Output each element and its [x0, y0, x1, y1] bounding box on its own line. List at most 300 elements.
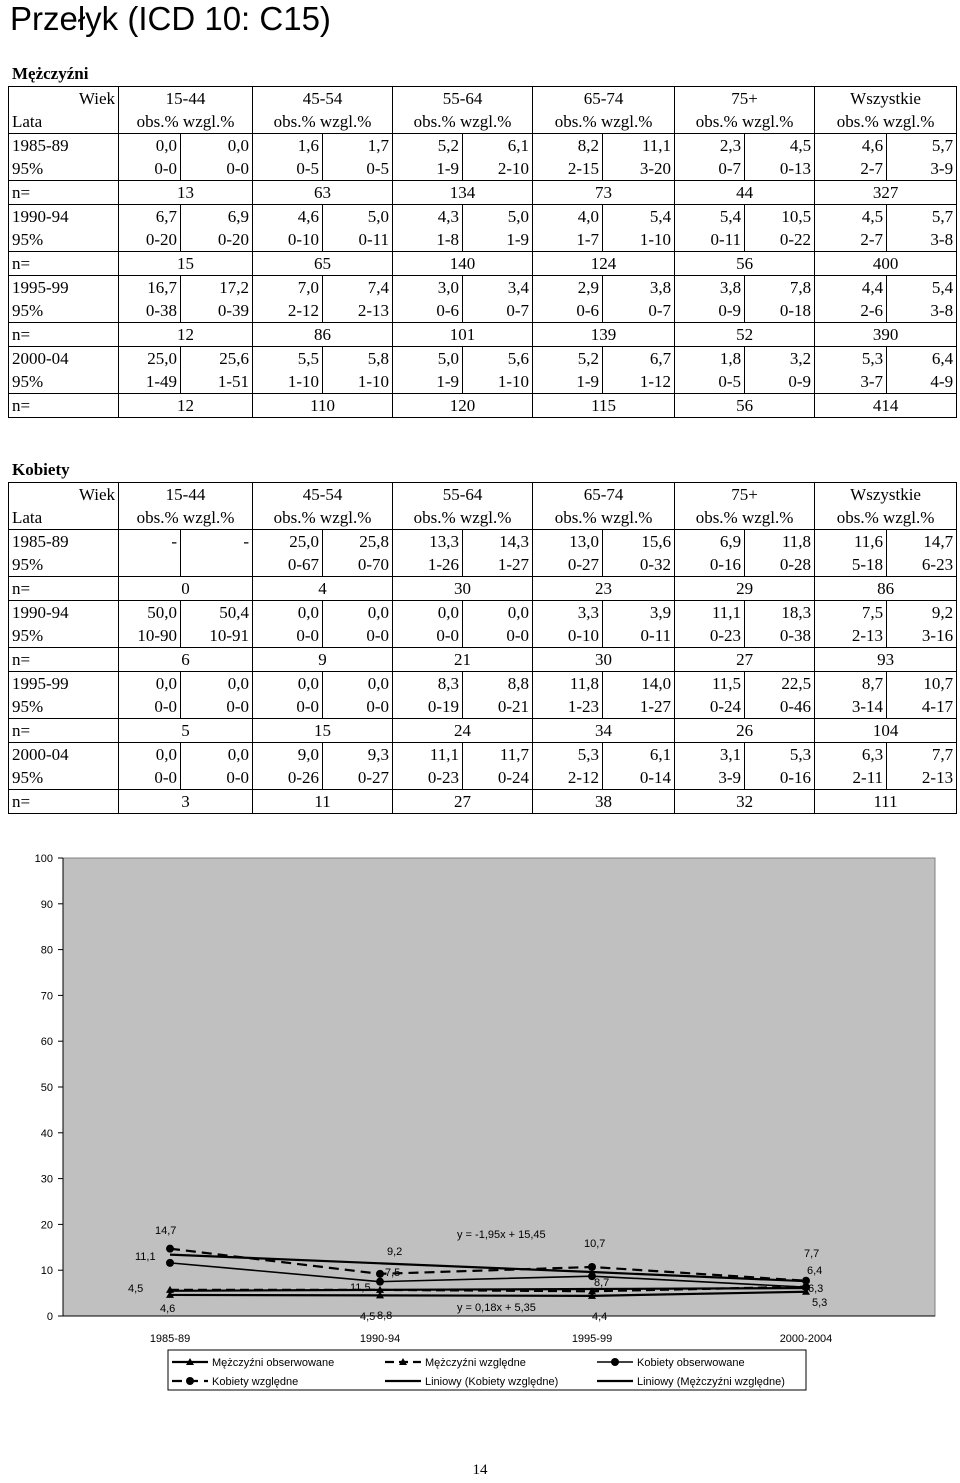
ci-label: 95%	[12, 372, 44, 391]
n-value: 5	[119, 719, 253, 743]
n-value: 73	[533, 181, 675, 205]
obs-value: 11,8	[533, 672, 603, 696]
n-label: n=	[9, 577, 119, 601]
x-tick-label: 1985-89	[149, 1333, 191, 1345]
data-label: 8,7	[594, 1277, 610, 1289]
obs-ci: 1-9	[393, 370, 463, 394]
obs-ci: 1-7	[533, 228, 603, 252]
obs-ci: 2-12	[533, 766, 603, 790]
wzgl-value: 6,4	[887, 347, 957, 371]
data-label: 7,7	[804, 1248, 820, 1260]
obs-value: 8,7	[815, 672, 887, 696]
obs-value: 4,0	[533, 205, 603, 229]
obs-ci: 5-18	[815, 553, 887, 577]
y-tick-label: 100	[34, 853, 53, 865]
obs-ci: 0-7	[675, 157, 745, 181]
n-label: n=	[9, 323, 119, 347]
obs-value: 6,3	[815, 743, 887, 767]
x-tick-label: 1990-94	[359, 1333, 401, 1345]
wzgl-value: 0,0	[181, 134, 253, 158]
wzgl-value: 0,0	[181, 743, 253, 767]
n-value: 56	[675, 394, 815, 418]
wzgl-value: 11,1	[603, 134, 675, 158]
obs-value: 11,6	[815, 530, 887, 554]
x-tick-label: 2000-2004	[779, 1333, 833, 1345]
obs-ci: 0-24	[675, 695, 745, 719]
obs-value: 6,9	[675, 530, 745, 554]
wzgl-ci: 0-0	[323, 695, 393, 719]
wzgl-value: 18,3	[745, 601, 815, 625]
obs-value: 25,0	[119, 347, 181, 371]
header-age-group: 65-74	[533, 87, 675, 111]
header-obs-wzgl: obs.% wzgl.%	[253, 506, 393, 530]
data-label: 4,6	[160, 1303, 176, 1315]
series-point	[376, 1278, 384, 1286]
y-tick-label: 60	[40, 1036, 53, 1049]
wzgl-value: 6,1	[603, 743, 675, 767]
legend-label: Kobiety względne	[212, 1376, 299, 1388]
obs-ci: 0-6	[533, 299, 603, 323]
obs-ci: 0-19	[393, 695, 463, 719]
obs-ci: 0-16	[675, 553, 745, 577]
obs-value: 7,0	[253, 276, 323, 300]
obs-value: 0,0	[119, 672, 181, 696]
wzgl-value: 7,4	[323, 276, 393, 300]
data-label: 9,2	[387, 1246, 403, 1258]
obs-value: 8,3	[393, 672, 463, 696]
obs-value: 5,0	[393, 347, 463, 371]
obs-value: 5,2	[533, 347, 603, 371]
wzgl-value: 5,6	[463, 347, 533, 371]
n-value: 27	[675, 648, 815, 672]
n-value: 65	[253, 252, 393, 276]
obs-ci: 3-14	[815, 695, 887, 719]
obs-ci: 0-6	[393, 299, 463, 323]
wzgl-value: 10,7	[887, 672, 957, 696]
wzgl-value: 6,1	[463, 134, 533, 158]
wzgl-value: 5,4	[887, 276, 957, 300]
n-value: 11	[253, 790, 393, 814]
n-value: 140	[393, 252, 533, 276]
obs-ci: 2-13	[815, 624, 887, 648]
n-value: 27	[393, 790, 533, 814]
data-label: 4,5	[128, 1283, 144, 1295]
wzgl-ci: 4-9	[887, 370, 957, 394]
n-value: 30	[393, 577, 533, 601]
header-obs-wzgl: obs.% wzgl.%	[119, 110, 253, 134]
wzgl-value: 0,0	[181, 672, 253, 696]
wzgl-ci: 2-13	[887, 766, 957, 790]
data-label: 11,1	[135, 1251, 156, 1263]
header-age-group: 65-74	[533, 483, 675, 507]
data-label: 6,3	[808, 1283, 824, 1295]
wzgl-ci: 1-10	[603, 228, 675, 252]
obs-ci: 0-0	[119, 766, 181, 790]
n-value: 30	[533, 648, 675, 672]
data-label: 10,7	[584, 1238, 606, 1250]
header-obs-wzgl: obs.% wzgl.%	[675, 506, 815, 530]
obs-value: 4,6	[253, 205, 323, 229]
obs-ci: 0-11	[675, 228, 745, 252]
wzgl-ci: 0-70	[323, 553, 393, 577]
wzgl-value: 25,6	[181, 347, 253, 371]
header-obs-wzgl: obs.% wzgl.%	[533, 506, 675, 530]
n-label: n=	[9, 648, 119, 672]
period-label: 1985-89	[9, 134, 119, 158]
header-age-group: 15-44	[119, 483, 253, 507]
n-value: 110	[253, 394, 393, 418]
obs-value: 5,4	[675, 205, 745, 229]
n-value: 134	[393, 181, 533, 205]
obs-value: 9,0	[253, 743, 323, 767]
obs-ci: 0-26	[253, 766, 323, 790]
obs-ci: 10-90	[119, 624, 181, 648]
legend-marker	[611, 1358, 619, 1366]
wzgl-ci: 1-27	[603, 695, 675, 719]
men-table	[8, 86, 957, 418]
n-label: n=	[9, 394, 119, 418]
wzgl-value: 5,3	[745, 743, 815, 767]
obs-ci: 3-9	[675, 766, 745, 790]
n-value: 139	[533, 323, 675, 347]
trendline-equation: y = 0,18x + 5,35	[457, 1302, 536, 1314]
page-number: 14	[472, 1462, 488, 1478]
n-value: 101	[393, 323, 533, 347]
obs-ci: 2-7	[815, 228, 887, 252]
y-tick-label: 30	[40, 1173, 53, 1186]
survival-chart	[0, 840, 960, 1400]
wzgl-value: 4,5	[745, 134, 815, 158]
wzgl-value: 10,5	[745, 205, 815, 229]
wzgl-ci: 0-0	[181, 695, 253, 719]
header-age-group: Wszystkie	[815, 483, 957, 507]
x-tick-label: 1995-99	[571, 1333, 613, 1345]
header-obs-wzgl: obs.% wzgl.%	[675, 110, 815, 134]
series-point	[588, 1263, 596, 1271]
n-value: 6	[119, 648, 253, 672]
y-tick-label: 40	[40, 1127, 53, 1140]
obs-value: 25,0	[253, 530, 323, 554]
wzgl-value: 0,0	[323, 672, 393, 696]
n-value: 86	[253, 323, 393, 347]
wzgl-ci: 0-14	[603, 766, 675, 790]
wzgl-ci: 1-27	[463, 553, 533, 577]
legend-label: Mężczyźni względne	[425, 1357, 526, 1369]
obs-value: 0,0	[393, 601, 463, 625]
header-wiek: Wiek	[78, 89, 115, 108]
wzgl-ci: 0-46	[745, 695, 815, 719]
header-obs-wzgl: obs.% wzgl.%	[393, 110, 533, 134]
wzgl-ci: 0-28	[745, 553, 815, 577]
wzgl-ci: 0-39	[181, 299, 253, 323]
period-label: 1990-94	[9, 205, 119, 229]
ci-label: 95%	[12, 159, 44, 178]
obs-value: 0,0	[253, 672, 323, 696]
legend-label: Mężczyźni obserwowane	[212, 1357, 335, 1369]
obs-value: 3,3	[533, 601, 603, 625]
header-obs-wzgl: obs.% wzgl.%	[253, 110, 393, 134]
n-value: 111	[815, 790, 957, 814]
n-value: 104	[815, 719, 957, 743]
obs-ci: 0-5	[675, 370, 745, 394]
wzgl-value: 5,0	[463, 205, 533, 229]
series-point	[166, 1259, 174, 1267]
wzgl-ci: 0-21	[463, 695, 533, 719]
wzgl-ci: 0-13	[745, 157, 815, 181]
ci-label: 95%	[12, 768, 44, 787]
n-value: 327	[815, 181, 957, 205]
header-obs-wzgl: obs.% wzgl.%	[393, 506, 533, 530]
obs-value: 5,3	[815, 347, 887, 371]
obs-ci: 0-67	[253, 553, 323, 577]
n-value: 15	[253, 719, 393, 743]
wzgl-ci: 0-11	[603, 624, 675, 648]
obs-value: 4,3	[393, 205, 463, 229]
wzgl-ci: 3-16	[887, 624, 957, 648]
obs-value: 4,6	[815, 134, 887, 158]
wzgl-ci: 3-20	[603, 157, 675, 181]
period-label: 1995-99	[9, 672, 119, 696]
obs-ci: 0-10	[253, 228, 323, 252]
n-value: 21	[393, 648, 533, 672]
obs-ci: 0-23	[393, 766, 463, 790]
obs-value: -	[119, 530, 181, 554]
obs-value: 0,0	[119, 134, 181, 158]
wzgl-value: 3,2	[745, 347, 815, 371]
data-label: 11,5	[350, 1282, 371, 1294]
wzgl-ci: 0-18	[745, 299, 815, 323]
obs-value: 5,5	[253, 347, 323, 371]
obs-value: 13,3	[393, 530, 463, 554]
wzgl-value: 1,7	[323, 134, 393, 158]
n-value: 414	[815, 394, 957, 418]
wzgl-ci: 3-9	[887, 157, 957, 181]
header-lata: Lata	[12, 508, 43, 527]
obs-ci: 2-12	[253, 299, 323, 323]
data-label: 14,7	[155, 1225, 177, 1237]
header-age-group: 75+	[675, 87, 815, 111]
obs-value: 7,5	[815, 601, 887, 625]
y-tick-label: 70	[40, 990, 53, 1003]
wzgl-ci: 0-27	[323, 766, 393, 790]
y-tick-label: 80	[40, 944, 53, 957]
obs-value: 5,3	[533, 743, 603, 767]
period-label: 1995-99	[9, 276, 119, 300]
men-section-label: Mężczyźni	[12, 64, 89, 83]
header-lata: Lata	[12, 112, 43, 131]
n-value: 4	[253, 577, 393, 601]
period-label: 2000-04	[9, 743, 119, 767]
obs-ci: 0-0	[119, 695, 181, 719]
header-obs-wzgl: obs.% wzgl.%	[119, 506, 253, 530]
obs-value: 13,0	[533, 530, 603, 554]
women-section-label: Kobiety	[12, 460, 70, 479]
n-label: n=	[9, 719, 119, 743]
n-value: 32	[675, 790, 815, 814]
wzgl-value: 11,8	[745, 530, 815, 554]
obs-ci: 2-11	[815, 766, 887, 790]
wzgl-value: 50,4	[181, 601, 253, 625]
wzgl-value: 9,2	[887, 601, 957, 625]
header-obs-wzgl: obs.% wzgl.%	[815, 506, 957, 530]
header-age-group: 45-54	[253, 483, 393, 507]
trendline-equation: y = -1,95x + 15,45	[457, 1229, 546, 1241]
wzgl-value: -	[181, 530, 253, 554]
n-value: 0	[119, 577, 253, 601]
wzgl-value: 14,0	[603, 672, 675, 696]
legend-label: Liniowy (Mężczyźni względne)	[637, 1376, 785, 1388]
wzgl-value: 6,7	[603, 347, 675, 371]
obs-ci: 1-9	[533, 370, 603, 394]
wzgl-ci: 0-9	[745, 370, 815, 394]
obs-value: 2,9	[533, 276, 603, 300]
obs-value: 2,3	[675, 134, 745, 158]
wzgl-value: 17,2	[181, 276, 253, 300]
wzgl-value: 0,0	[323, 601, 393, 625]
wzgl-ci: 3-8	[887, 228, 957, 252]
series-point	[166, 1245, 174, 1253]
wzgl-ci: 6-23	[887, 553, 957, 577]
obs-value: 8,2	[533, 134, 603, 158]
wzgl-value: 3,9	[603, 601, 675, 625]
n-value: 34	[533, 719, 675, 743]
wzgl-value: 5,7	[887, 134, 957, 158]
wzgl-ci: 0-16	[745, 766, 815, 790]
wzgl-ci: 0-7	[463, 299, 533, 323]
wzgl-ci	[181, 553, 253, 577]
wzgl-value: 7,8	[745, 276, 815, 300]
n-value: 24	[393, 719, 533, 743]
data-label: 8,8	[377, 1310, 393, 1322]
n-value: 124	[533, 252, 675, 276]
obs-ci: 0-0	[253, 695, 323, 719]
obs-ci: 0-23	[675, 624, 745, 648]
wzgl-value: 3,8	[603, 276, 675, 300]
n-label: n=	[9, 790, 119, 814]
wzgl-value: 3,4	[463, 276, 533, 300]
wzgl-value: 0,0	[463, 601, 533, 625]
obs-value: 3,8	[675, 276, 745, 300]
wzgl-value: 11,7	[463, 743, 533, 767]
obs-value: 11,1	[393, 743, 463, 767]
wzgl-value: 5,7	[887, 205, 957, 229]
data-label: 4,4	[592, 1311, 608, 1323]
series-point	[376, 1270, 384, 1278]
wzgl-ci: 3-8	[887, 299, 957, 323]
n-value: 86	[815, 577, 957, 601]
wzgl-value: 6,9	[181, 205, 253, 229]
ci-label: 95%	[12, 555, 44, 574]
header-age-group: 45-54	[253, 87, 393, 111]
obs-value: 16,7	[119, 276, 181, 300]
obs-ci: 0-27	[533, 553, 603, 577]
obs-ci: 0-0	[253, 624, 323, 648]
wzgl-value: 5,8	[323, 347, 393, 371]
n-value: 23	[533, 577, 675, 601]
women-table	[8, 482, 957, 814]
data-label: 7,5	[385, 1267, 401, 1279]
n-label: n=	[9, 252, 119, 276]
ci-label: 95%	[12, 230, 44, 249]
wzgl-ci: 1-9	[463, 228, 533, 252]
wzgl-ci: 0-0	[181, 157, 253, 181]
ci-label: 95%	[12, 301, 44, 320]
obs-value: 3,1	[675, 743, 745, 767]
wzgl-value: 5,4	[603, 205, 675, 229]
obs-ci: 3-7	[815, 370, 887, 394]
y-tick-label: 50	[40, 1082, 53, 1094]
wzgl-ci: 0-0	[181, 766, 253, 790]
obs-value: 3,0	[393, 276, 463, 300]
n-value: 29	[675, 577, 815, 601]
wzgl-ci: 2-13	[323, 299, 393, 323]
obs-ci: 0-38	[119, 299, 181, 323]
n-value: 115	[533, 394, 675, 418]
obs-ci: 0-20	[119, 228, 181, 252]
obs-ci: 2-15	[533, 157, 603, 181]
obs-value: 11,5	[675, 672, 745, 696]
period-label: 1985-89	[9, 530, 119, 554]
page-title: Przełyk (ICD 10: C15)	[10, 0, 331, 37]
obs-value: 50,0	[119, 601, 181, 625]
obs-ci: 0-0	[393, 624, 463, 648]
obs-ci: 1-9	[393, 157, 463, 181]
obs-ci: 1-26	[393, 553, 463, 577]
obs-ci: 2-7	[815, 157, 887, 181]
n-value: 52	[675, 323, 815, 347]
wzgl-value: 25,8	[323, 530, 393, 554]
n-value: 12	[119, 394, 253, 418]
n-value: 9	[253, 648, 393, 672]
header-wiek: Wiek	[78, 485, 115, 504]
obs-value: 11,1	[675, 601, 745, 625]
obs-ci	[119, 553, 181, 577]
obs-value: 0,0	[253, 601, 323, 625]
n-value: 13	[119, 181, 253, 205]
wzgl-ci: 0-0	[463, 624, 533, 648]
n-value: 63	[253, 181, 393, 205]
n-value: 38	[533, 790, 675, 814]
n-value: 93	[815, 648, 957, 672]
data-label: 4,5	[360, 1311, 376, 1323]
header-obs-wzgl: obs.% wzgl.%	[533, 110, 675, 134]
y-tick-label: 0	[46, 1311, 53, 1323]
header-age-group: 55-64	[393, 483, 533, 507]
wzgl-ci: 1-51	[181, 370, 253, 394]
legend-label: Kobiety obserwowane	[637, 1357, 745, 1369]
obs-value: 0,0	[119, 743, 181, 767]
wzgl-ci: 0-20	[181, 228, 253, 252]
legend-label: Liniowy (Kobiety względne)	[425, 1376, 559, 1388]
wzgl-value: 9,3	[323, 743, 393, 767]
data-label: 5,3	[812, 1297, 828, 1309]
wzgl-ci: 10-91	[181, 624, 253, 648]
header-age-group: 75+	[675, 483, 815, 507]
obs-value: 4,4	[815, 276, 887, 300]
period-label: 1990-94	[9, 601, 119, 625]
n-value: 120	[393, 394, 533, 418]
wzgl-ci: 0-0	[323, 624, 393, 648]
wzgl-ci: 2-10	[463, 157, 533, 181]
header-obs-wzgl: obs.% wzgl.%	[815, 110, 957, 134]
n-value: 400	[815, 252, 957, 276]
legend-marker	[186, 1377, 194, 1385]
wzgl-ci: 4-17	[887, 695, 957, 719]
header-age-group: Wszystkie	[815, 87, 957, 111]
obs-value: 5,2	[393, 134, 463, 158]
wzgl-ci: 1-12	[603, 370, 675, 394]
wzgl-value: 15,6	[603, 530, 675, 554]
